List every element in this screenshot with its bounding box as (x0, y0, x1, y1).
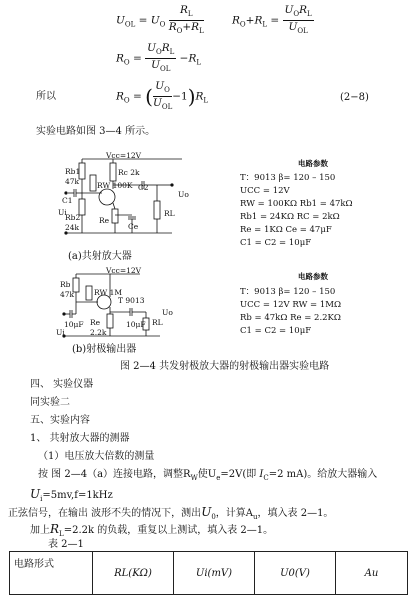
eq4-du-sub: OL (161, 103, 173, 112)
circuit-b-rl: RL (152, 318, 163, 327)
eq4-eq: = (133, 90, 142, 103)
section-5-1-1: （1）电压放大倍数的测量 (38, 451, 155, 462)
eq2-nu: U (284, 4, 294, 16)
table-title: 表 2—1 (48, 539, 84, 550)
eq4-rsub: O (123, 96, 130, 105)
section-5-1: 1、 共射放大器的测器 (30, 433, 130, 444)
eq3-eq: = (133, 52, 142, 65)
eq3-nr-sub: L (169, 48, 175, 57)
eq2-r2: R (254, 14, 263, 27)
equation-4: $R_O$ = ( $\frac{U_O}{U_{OL}}$ $-1)R_L$ (116, 80, 209, 112)
eq3-du-sub: OL (159, 65, 171, 74)
eq1-fd-plus: + (182, 21, 192, 34)
p1-text: 按 图 2—4（a）连接电路，调整R (38, 469, 191, 480)
circuit-a-c1: C1 (62, 196, 73, 205)
eq2-nu-sub: O (293, 10, 300, 19)
figure-caption: 图 2—4 共发射极放大器的射极输出器实验电路 (120, 361, 330, 372)
p4-rl-sub: L (59, 530, 64, 538)
p2-ui: U (30, 487, 41, 501)
params-b-title: 电路参数 (298, 272, 328, 281)
eq1-eq: = (138, 14, 148, 27)
eq1-uo-sub: O (159, 20, 166, 29)
circuit-a-rl: RL (164, 209, 175, 218)
eq2-r: R (232, 14, 240, 27)
circuit-b-c1: 10μF (64, 320, 84, 329)
eq2-du-sub: OL (297, 27, 308, 36)
eq3-rl-sub: L (196, 58, 202, 67)
params-b-line-3: Rb = 47kΩ Re = 2.2KΩ (240, 313, 341, 323)
p3-end: ，填入表 2—1。 (257, 508, 334, 519)
params-b-list (240, 286, 341, 338)
circuit-b-caption: (b)射极输出器 (72, 344, 137, 355)
p1-ic-sub: C (263, 474, 269, 482)
eq2-fraction (283, 4, 314, 37)
table-header-row (10, 552, 408, 595)
circuit-a-caption: (a)共射放大器 (68, 251, 132, 262)
circuit-a-rb2: Rb2 24k (65, 213, 81, 232)
paragraph-1 (38, 468, 377, 485)
eq4-nu-sub: O (164, 86, 170, 95)
circuit-a-vcc: Vcc=12V (106, 151, 142, 160)
p2-ui-sub: i (40, 495, 43, 503)
eq1-fd2: R (191, 21, 200, 34)
p1-w: W (190, 474, 198, 482)
params-b-line-2: UCC = 12V RW = 1MΩ (240, 300, 341, 310)
circuit-b-re: Re 2.2k (90, 318, 107, 337)
p4-a: 加上 (30, 525, 50, 536)
p4-rl: R (50, 522, 60, 536)
eq1-u: U (116, 14, 125, 27)
eq1-fn: R (179, 4, 188, 16)
eq2-nr: R (299, 4, 308, 16)
equation-number: (2−8) (340, 92, 369, 103)
col-header-circuit-form: 电路形式 (10, 552, 93, 595)
eq3-nu-sub: O (156, 48, 162, 57)
eq2-r2sub: L (262, 20, 268, 29)
params-a-list (240, 172, 353, 250)
circuit-b-rw: RW 1M (94, 288, 123, 297)
eq1-uo: U (150, 14, 160, 27)
circuit-b-rb: Rb 47k (60, 280, 75, 299)
col-header-au: Au (336, 552, 408, 595)
eq1-sub: OL (124, 20, 136, 29)
so-label: 所以 (36, 91, 56, 102)
p1-b: 使U (197, 469, 217, 480)
circuit-b-t: T 9013 (118, 296, 145, 305)
eq1-fraction (169, 4, 204, 37)
col-header-u0: U0(V) (255, 552, 336, 595)
eq3-nr: R (161, 42, 170, 54)
circuit-b-uo: Uo (162, 308, 173, 317)
p3-text: 正弦信号，在输出 波形不失的情况下，测出 (8, 508, 202, 519)
p3-au: u (253, 513, 258, 521)
circuit-b-vcc: Vcc=12V (106, 266, 142, 275)
eq3-rl: R (188, 52, 197, 65)
circuit-a-rw: RW 100K (97, 181, 133, 190)
circuit-a-rc: Rc 2k (118, 168, 140, 177)
params-a-line-3: RW = 100KΩ Rb1 = 47kΩ (240, 199, 353, 209)
circuit-a-uo: Uo (178, 190, 189, 199)
eq4-rl: R (195, 90, 204, 103)
paragraph-2 (30, 487, 113, 506)
eq4-du: U (152, 97, 162, 110)
p3-rest: ，计算A (215, 508, 254, 519)
col-header-rl: RL(KΩ) (93, 552, 174, 595)
circuit-a-re: Re (99, 216, 110, 225)
p1-ic: I (259, 469, 264, 480)
eq2-nr-sub: L (307, 10, 312, 19)
eq1-fd-sub1: O (176, 27, 183, 36)
section-5-heading: 五、实验内容 (30, 415, 90, 426)
params-a-line-1: T：9013 β= 120 – 150 (240, 173, 336, 183)
eq4-fraction (153, 80, 172, 113)
eq4-r: R (116, 90, 124, 103)
eq2-plus: + (245, 14, 255, 27)
p1-d: =2 mA)。给放大器输入 (268, 469, 378, 480)
p3-u0-sub: 0 (211, 513, 216, 521)
eq3-fraction (145, 42, 176, 75)
eq4-minus1: −1 (172, 90, 188, 103)
p4-b: =2.2k 的负载，重复以上测试，填入表 2—1。 (63, 525, 274, 536)
equation-2 (232, 4, 314, 37)
circuit-b-ui: Ui (56, 328, 65, 337)
p2-rest: =5mv,f=1kHz (42, 490, 113, 501)
params-b-line-4: C1 = C2 = 10μF (240, 326, 312, 336)
circuit-a-c2: C2 (138, 183, 149, 192)
eq3-nu: U (147, 42, 157, 54)
circuit-a-ce: Ce (128, 222, 139, 231)
intro-text: 实验电路如图 3—4 所示。 (36, 126, 156, 137)
eq1-fd: R (168, 21, 177, 34)
params-b-line-1: T：9013 β= 120 – 150 (240, 287, 336, 297)
eq3-r: R (116, 52, 124, 65)
equation-1 (116, 4, 204, 37)
eq1-fd-sub2: L (199, 27, 204, 36)
params-a-line-2: UCC = 12V (240, 186, 290, 196)
params-a-line-4: Rb1 = 24KΩ RC = 2kΩ (240, 212, 340, 222)
p3-u0: U (201, 505, 212, 519)
equation-3 (116, 42, 201, 75)
p1-c: =2V(即 (220, 469, 260, 480)
circuit-b-diagram (60, 268, 170, 343)
eq3-rsub: O (123, 58, 130, 67)
eq2-du: U (288, 21, 298, 34)
params-a-title: 电路参数 (298, 159, 328, 168)
circuit-a-ui: Ui (58, 208, 67, 217)
eq2-eq: = (270, 14, 280, 27)
circuit-b-c2: 10μF (126, 320, 146, 329)
col-header-ui: Ui(mV) (174, 552, 255, 595)
eq3-du: U (151, 59, 160, 72)
eq4-rl-sub: L (203, 96, 209, 105)
circuit-a-rb1: Rb1 47k (65, 167, 81, 186)
eq3-minus: − (179, 52, 189, 65)
section-4-body: 同实验二 (30, 397, 70, 408)
eq2-rsub: O (239, 20, 246, 29)
params-a-line-6: C1 = C2 = 10μF (240, 238, 312, 248)
eq4-nu: U (155, 80, 165, 92)
params-a-line-5: Re = 1KΩ Ce = 47μF (240, 225, 332, 235)
eq1-fn-sub: L (187, 10, 193, 19)
p1-e: e (216, 474, 221, 482)
table-2-1 (9, 551, 408, 595)
section-4-heading: 四、 实验仪器 (30, 379, 94, 390)
